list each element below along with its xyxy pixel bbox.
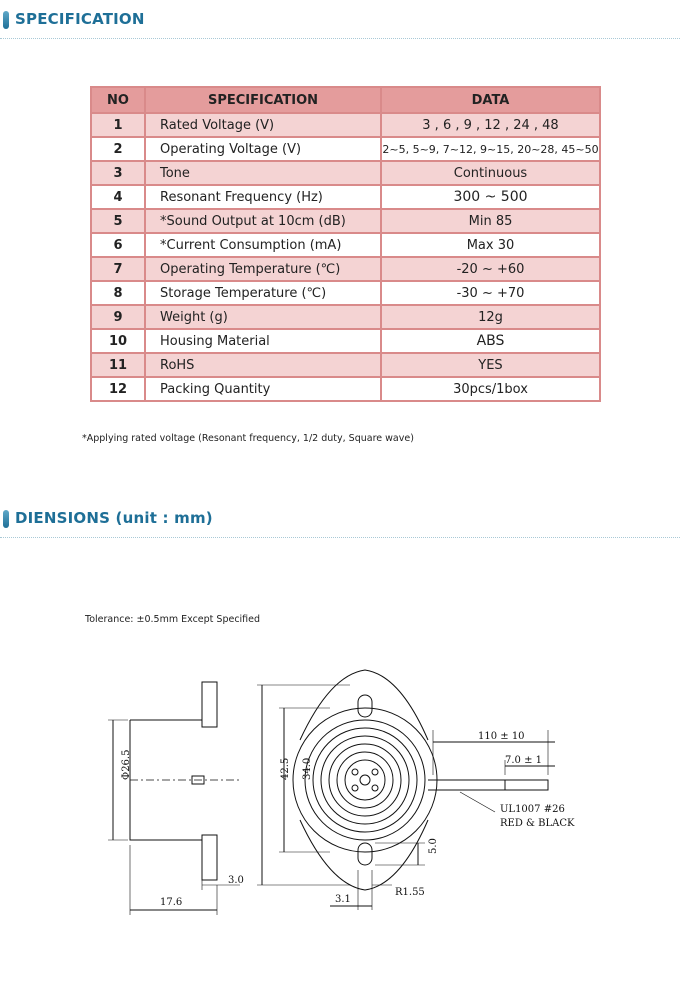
row-no: 8 [91, 281, 145, 305]
section-title: DIENSIONS (unit : mm) [15, 509, 213, 527]
row-data: -20 ~ +60 [381, 257, 600, 281]
row-spec: Tone [145, 161, 381, 185]
header-data: DATA [381, 87, 600, 113]
row-spec: Weight (g) [145, 305, 381, 329]
row-no: 1 [91, 113, 145, 137]
row-no: 5 [91, 209, 145, 233]
wire-color-label: RED & BLACK [500, 818, 575, 829]
dim-radius-label: R1.55 [395, 887, 425, 898]
row-no: 9 [91, 305, 145, 329]
table-row [91, 185, 600, 209]
row-spec: Rated Voltage (V) [145, 113, 381, 137]
row-no: 7 [91, 257, 145, 281]
row-data: Continuous [381, 161, 600, 185]
row-data: 2~5, 5~9, 7~12, 9~15, 20~28, 45~50 [381, 137, 600, 161]
header-no: NO [91, 87, 145, 113]
dim-width-label: 17.6 [160, 897, 183, 908]
row-no: 4 [91, 185, 145, 209]
row-data: 12g [381, 305, 600, 329]
table-row [91, 233, 600, 257]
row-spec: Operating Voltage (V) [145, 137, 381, 161]
wire-spec-label: UL1007 #26 [500, 804, 565, 815]
section-title: SPECIFICATION [15, 10, 145, 28]
dim-wire-length-label: 110 ± 10 [478, 731, 525, 742]
row-data: Max 30 [381, 233, 600, 257]
dim-outer-height-label: 42.5 [280, 757, 291, 780]
row-data: YES [381, 353, 600, 377]
table-row [91, 161, 600, 185]
table-header-row [91, 87, 600, 113]
dim-flange-label: 3.0 [228, 875, 244, 886]
table-row [91, 377, 600, 401]
table-row [91, 137, 600, 161]
dim-inner-height-label: 34.0 [302, 757, 313, 780]
row-spec: Operating Temperature (℃) [145, 257, 381, 281]
tolerance-note: Tolerance: ±0.5mm Except Specified [85, 614, 261, 625]
header-specification: SPECIFICATION [145, 87, 381, 113]
row-spec: *Current Consumption (mA) [145, 233, 381, 257]
front-view [257, 670, 555, 910]
table-row [91, 257, 600, 281]
row-no: 12 [91, 377, 145, 401]
dotted-divider [0, 38, 680, 39]
row-data: 3 , 6 , 9 , 12 , 24 , 48 [381, 113, 600, 137]
row-spec: Housing Material [145, 329, 381, 353]
footnote: *Applying rated voltage (Resonant frequency, 1/2 duty, Square wave) [82, 433, 414, 444]
row-no: 2 [91, 137, 145, 161]
row-data: ABS [381, 329, 600, 353]
row-no: 10 [91, 329, 145, 353]
row-no: 11 [91, 353, 145, 377]
row-spec: RoHS [145, 353, 381, 377]
table-row [91, 329, 600, 353]
dotted-divider [0, 537, 680, 538]
dim-slot-label: 5.0 [428, 838, 439, 854]
row-data: 30pcs/1box [381, 377, 600, 401]
side-view [108, 682, 240, 915]
table-row [91, 305, 600, 329]
row-spec: Resonant Frequency (Hz) [145, 185, 381, 209]
table-row [91, 113, 600, 137]
row-spec: Storage Temperature (℃) [145, 281, 381, 305]
dim-hole-offset-label: 3.1 [335, 894, 351, 905]
row-spec: Packing Quantity [145, 377, 381, 401]
row-no: 3 [91, 161, 145, 185]
table-row [91, 281, 600, 305]
row-data: -30 ~ +70 [381, 281, 600, 305]
dim-diameter-label: Φ26.5 [121, 749, 132, 780]
dim-strip-label: 7.0 ± 1 [505, 755, 543, 766]
section-marker-icon [3, 510, 9, 528]
row-spec: *Sound Output at 10cm (dB) [145, 209, 381, 233]
row-data: Min 85 [381, 209, 600, 233]
table-row [91, 353, 600, 377]
section-marker-icon [3, 11, 9, 29]
dimension-drawing [0, 640, 680, 930]
specification-section-header [0, 6, 680, 38]
row-data: 300 ~ 500 [381, 185, 600, 209]
dimensions-section-header [0, 505, 680, 537]
specification-table [90, 86, 601, 402]
row-no: 6 [91, 233, 145, 257]
table-row [91, 209, 600, 233]
